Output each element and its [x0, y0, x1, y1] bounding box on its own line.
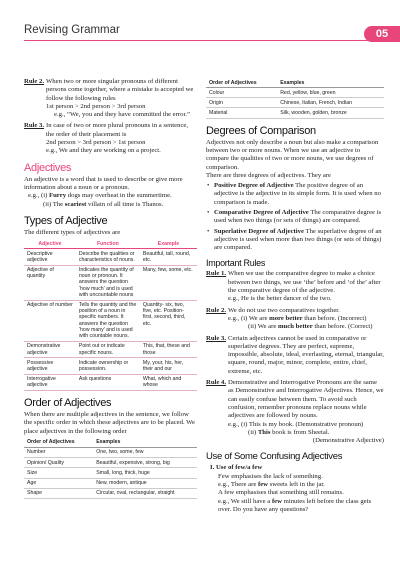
cell-adjective: Interrogative adjective — [24, 374, 76, 390]
degrees-intro: Adjectives not only describe a noun but also make a comparison between two or more nouns. When we use an adjective to compare the qualities of two or more nouns, we use degrees of comparison. — [206, 138, 379, 171]
col-header-example: Example — [140, 239, 197, 249]
rule-4-demonstrative — [206, 379, 384, 445]
right-column — [206, 78, 384, 514]
rule-label: Rule 1. — [206, 270, 227, 278]
confusing-line-2: A few emphasises that something still remains. — [218, 489, 344, 497]
col-header-order: Order of Adjectives — [24, 438, 93, 448]
example-prefix: (ii) — [248, 428, 258, 436]
cell-example: Beautiful, tall, round, etc. — [140, 249, 197, 265]
bullet-term: Positive Degree of Adjective — [214, 182, 294, 190]
cell-function: Point out or indicate specific nouns. — [76, 341, 140, 357]
rule-text: When we use the comparative degree to make a choice between two things, we use ‘the’ before and ‘of the’ after the comparative degree of the adjective. — [228, 270, 381, 295]
adjective-order-table — [24, 438, 197, 499]
cell-order: Opinion/ Quality — [24, 458, 93, 468]
confusing-line-1: Few emphasises the lack of something. — [218, 472, 323, 480]
cell-examples: Beautiful, expensive, strong, big — [93, 458, 197, 468]
page-header — [0, 0, 400, 72]
adjective-example-1 — [24, 192, 197, 200]
rule-label: Rule 3. — [206, 334, 227, 342]
rule-example-correct — [228, 323, 384, 331]
section-heading-confusing-adjectives: Use of Some Confusing Adjectives — [206, 451, 343, 463]
example-prefix: e.g., (i) — [28, 192, 49, 200]
rule-example: e.g., “We, you and they have committed the error.” — [54, 111, 190, 119]
cell-order: Number — [24, 447, 93, 457]
rule-example-pronoun: e.g., (i) This is my book. (Demonstrative pronoun) — [228, 420, 364, 428]
section-heading-important-rules: Important Rules — [206, 258, 266, 269]
table-row — [24, 300, 197, 341]
cell-examples: New, modern, antique — [93, 478, 197, 488]
cell-example: This, that, these and those — [140, 341, 197, 357]
example-bold-word: much better — [277, 323, 313, 331]
rule-label: Rule 2. — [24, 78, 45, 85]
rule-text: Certain adjectives cannot be used in comparative or superlative degrees. They are perfect, supreme, impossible, absolute, ideal, everlasting, eternal, triangular, square, round, major, minor, complete, entire, chief, extreme, etc. — [228, 334, 384, 375]
table-row — [24, 374, 197, 390]
cell-order: Shape — [24, 488, 93, 498]
table-row — [24, 488, 197, 498]
cell-function: Tells the quantity and the position of a noun in specific numbers. It answers the question ‘how many’ and is used with countable nouns. — [76, 300, 140, 341]
cell-function: Indicates the quantity of noun or pronoun. It answers the question ‘how much’ and is used with uncountable nouns — [76, 265, 140, 300]
confusing-example-1 — [206, 481, 384, 489]
cell-adjective: Descriptive adjective — [24, 249, 76, 265]
rule-2-pronoun-order — [24, 78, 197, 119]
rule-example-incorrect — [228, 315, 384, 323]
page-number-badge: 05 — [364, 26, 400, 42]
order-intro: When there are multiple adjectives in the sentence, we follow the specific order in which these adjectives are to be placed. We place adjectives in the following order — [24, 411, 195, 435]
cell-function: Ask questions — [76, 374, 140, 390]
header-rule — [24, 40, 400, 41]
example-bold-word: Furry — [48, 192, 67, 200]
table-row — [206, 88, 384, 98]
cell-order: Age — [24, 478, 93, 488]
example-rest: dogs may overheat in the summertime. — [66, 192, 172, 200]
example-prefix: (ii) The — [43, 200, 65, 208]
rule-order-line: 1st person > 2nd person > 3rd person — [46, 102, 146, 110]
bullet-superlative-degree — [206, 228, 384, 253]
left-column — [24, 78, 197, 499]
types-intro: The different types of adjectives are — [24, 228, 121, 236]
cell-adjective: Adjective of quantity — [24, 265, 76, 300]
cell-example: My, your, his, her, their and our — [140, 358, 197, 374]
table-row — [24, 447, 197, 457]
table-row — [206, 108, 384, 118]
degrees-intro-2: There are three degrees of adjectives. They are — [206, 171, 332, 179]
example-rest: than before. (Incorrect) — [302, 314, 367, 322]
bullet-term: Superlative Degree of Adjective — [214, 227, 304, 235]
example-rest: sweets left in the jar. — [268, 481, 325, 488]
cell-examples: Chinese, Italian, French, Indian — [277, 98, 384, 108]
cell-examples: Silk, wooden, golden, bronze — [277, 108, 384, 118]
example-rest: minutes left before the class gets over. Do you have any questions? — [218, 497, 372, 513]
section-heading-degrees: Degrees of Comparison — [206, 124, 316, 137]
example-rest: villain of all time is Thanos. — [86, 200, 164, 208]
rule-3-pronoun-order — [24, 122, 197, 155]
table-row — [24, 265, 197, 300]
adjective-example-2 — [24, 201, 197, 209]
col-header-order: Order of Adjectives — [206, 78, 277, 88]
example-rest: book is from Sheetal. — [270, 428, 330, 436]
cell-function: Indicate ownership or possession. — [76, 358, 140, 374]
rule-text: We do not use two comparatives together. — [228, 306, 340, 314]
col-header-examples: Examples — [277, 78, 384, 88]
section-heading-types: Types of Adjective — [24, 214, 108, 227]
adjective-definition: An adjective is a word that is used to describe or give more information about a noun or a pronoun. — [24, 175, 183, 191]
table-row — [24, 468, 197, 478]
table-row — [24, 358, 197, 374]
table-row — [206, 98, 384, 108]
table-row — [24, 478, 197, 488]
example-bold-word: more better — [269, 314, 303, 322]
bullet-term: Comparative Degree of Adjective — [214, 208, 309, 216]
cell-function: Describe the qualities or characteristics of nouns. — [76, 249, 140, 265]
cell-examples: Circular, oval, rectangular, straight — [93, 488, 197, 498]
example-bold-word: This — [257, 428, 271, 436]
cell-examples: One, two, some, few — [93, 447, 197, 457]
table-row — [24, 341, 197, 357]
cell-example: What, which and whose — [140, 374, 197, 390]
rule-example-adjective — [228, 429, 384, 437]
bullet-positive-degree — [206, 182, 384, 207]
cell-example: Quantity- six, two, five, etc. Position- first, second, third, etc. — [140, 300, 197, 341]
rule-example-label: (Demonstrative Adjective) — [312, 437, 384, 445]
cell-order: Material — [206, 108, 277, 118]
adjective-types-table — [24, 239, 197, 391]
rule-label: Rule 3. — [24, 122, 45, 130]
col-header-adjective: Adjective — [24, 239, 76, 249]
example-prefix: e.g., (i) We are — [228, 314, 270, 322]
rule-1-comparative — [206, 270, 384, 303]
rule-label: Rule 4. — [206, 379, 227, 387]
example-prefix: e.g., There are — [218, 481, 258, 488]
example-bold-word: few — [257, 481, 269, 488]
rule-example: e.g., We and they are working on a project. — [46, 147, 161, 155]
cell-adjective: Demonstrative adjective — [24, 341, 76, 357]
cell-example: Many, few, some, etc. — [140, 265, 197, 300]
rule-example: e.g., He is the better dancer of the two. — [228, 295, 332, 303]
cell-order: Size — [24, 468, 93, 478]
cell-adjective: Adjective of number — [24, 300, 76, 341]
section-heading-order: Order of Adjectives — [24, 397, 112, 410]
bullet-comparative-degree — [206, 209, 384, 226]
col-header-examples: Examples — [93, 438, 197, 448]
cell-examples: Red, yellow, blue, green — [277, 88, 384, 98]
bullet-text: The positive degree of an adjective is the adjective in its simple form. It is used when no comparison is made. — [214, 182, 381, 206]
example-prefix: (ii) We are — [248, 323, 278, 331]
rule-text: In case of two or more plural pronouns in a sentence, the order of their placement is — [46, 122, 189, 138]
confusing-example-2 — [206, 498, 384, 515]
example-rest: than before. (Correct) — [312, 323, 373, 331]
cell-order: Colour — [206, 88, 277, 98]
example-bold-word: few — [271, 497, 282, 505]
bullet-text: The superlative degree of an adjective is used when more than two things (or sets of things) are compared. — [214, 227, 382, 252]
rule-text: When two or more singular pronouns of different persons come together, where a mistake is accepted we follow the following rules — [46, 78, 194, 102]
example-prefix: e.g., We still have a — [218, 497, 272, 505]
cell-examples: Small, long, thick, huge — [93, 468, 197, 478]
bullet-text: The comparative degree is used when two things (or sets of things) are compared. — [214, 208, 382, 225]
adjective-order-table-continued — [206, 78, 384, 119]
rule-2-double-comparatives — [206, 307, 384, 332]
running-title: Revising Grammar — [24, 24, 120, 36]
section-heading-adjectives: Adjectives — [24, 161, 72, 174]
table-row — [24, 249, 197, 265]
rule-3-absolute-adjectives — [206, 335, 384, 376]
example-bold-word: scariest — [64, 200, 87, 208]
rule-label: Rule 2. — [206, 306, 227, 314]
col-header-function: Function — [76, 239, 140, 249]
confusing-item-title: I. Use of few/a few — [210, 464, 263, 472]
table-row — [24, 458, 197, 468]
cell-adjective: Possessive adjective — [24, 358, 76, 374]
rule-text: Demonstrative and Interrogative Pronouns are the same as Demonstrative and Interrogative Adjectives. Hence, we can easily confuse between them. To avoid such confusion, remember pronouns replace nouns while adjectives are followed by nouns. — [228, 379, 384, 420]
rule-order-line: 2nd person > 3rd person > 1st person — [46, 139, 146, 147]
cell-order: Origin — [206, 98, 277, 108]
